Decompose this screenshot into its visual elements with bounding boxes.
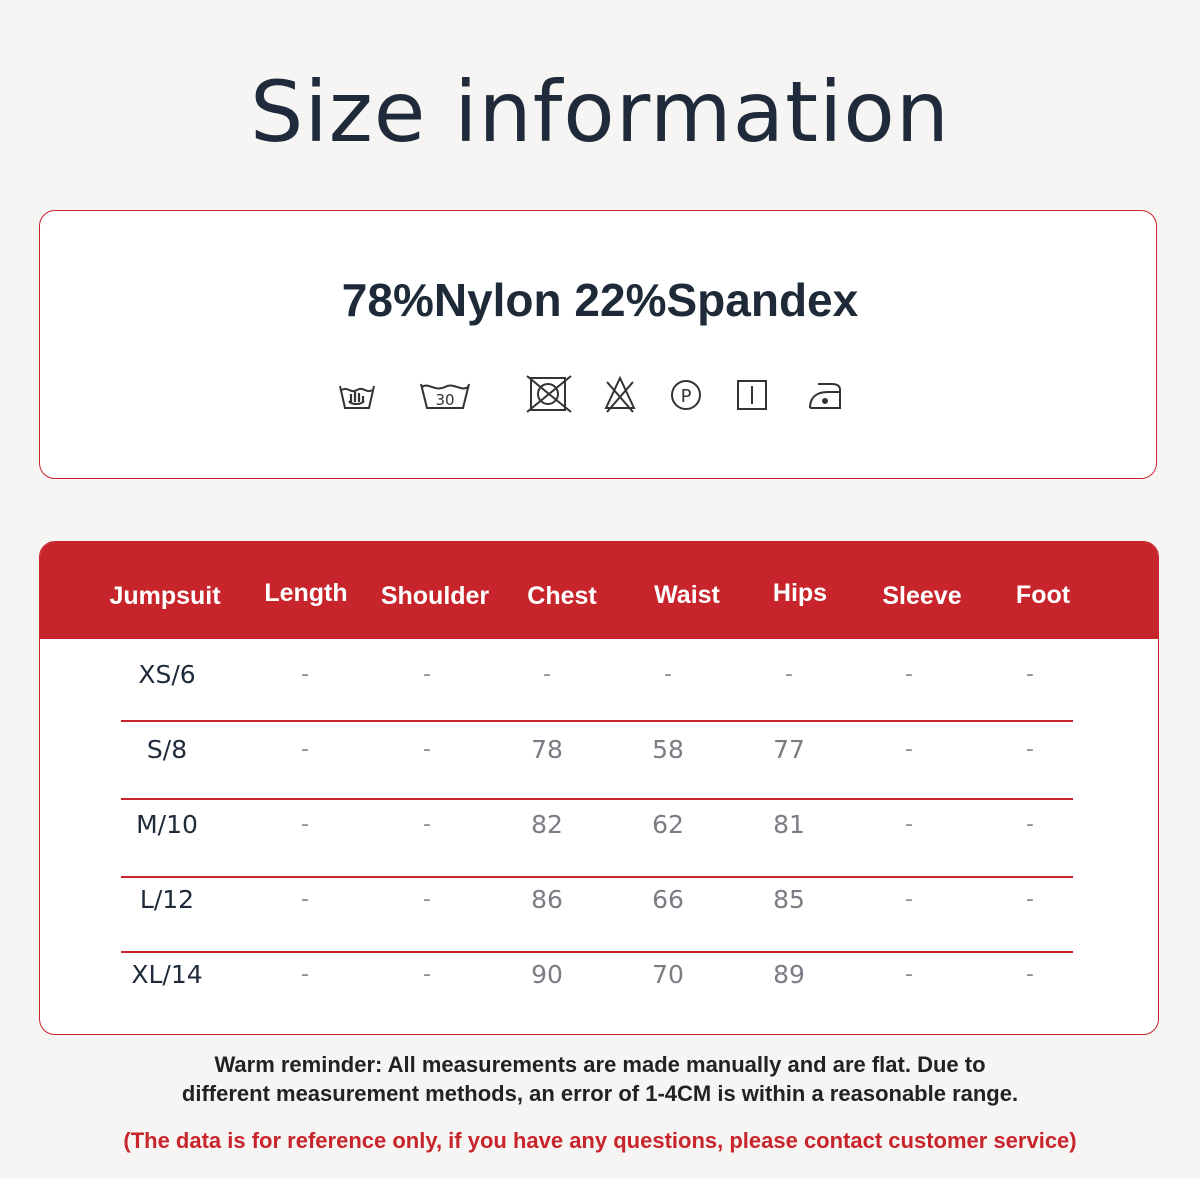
measurement-cell: 86: [531, 885, 563, 914]
reference-note: (The data is for reference only, if you have any questions, please contact customer service): [123, 1128, 1077, 1153]
measurement-cell: -: [423, 962, 431, 987]
size-label: S/8: [146, 735, 188, 764]
material-card: [39, 210, 1157, 479]
header-hips: Hips: [772, 579, 828, 607]
measurement-cell: -: [905, 812, 913, 837]
measurement-cell: -: [1026, 662, 1034, 687]
hand-wash-icon: [337, 374, 377, 418]
measurement-cell: 58: [652, 735, 684, 764]
row-divider: [121, 798, 1073, 800]
warm-reminder: [0, 1050, 1200, 1108]
measurement-cell: 66: [652, 885, 684, 914]
size-label: XS/6: [138, 660, 196, 689]
header-sleeve: Sleeve: [882, 582, 962, 610]
measurement-cell: -: [1026, 812, 1034, 837]
care-icons: [0, 374, 1200, 418]
svg-text:30: 30: [435, 391, 455, 409]
header-foot: Foot: [1015, 581, 1071, 609]
row-divider: [121, 951, 1073, 953]
line-dry-icon: [735, 374, 769, 418]
header-waist: Waist: [654, 581, 720, 609]
measurement-cell: -: [905, 962, 913, 987]
measurement-cell: 90: [531, 960, 563, 989]
size-label: L/12: [139, 885, 195, 914]
do-not-bleach-icon: [603, 374, 637, 418]
measurement-cell: -: [423, 662, 431, 687]
warm-reminder-line-1: Warm reminder: All measurements are made manually and are flat. Due to: [214, 1052, 986, 1077]
header-jumpsuit: Jumpsuit: [109, 582, 221, 610]
page-title: Size information: [250, 63, 950, 161]
warm-reminder-line-2: different measurement methods, an error of 1-4CM is within a reasonable range.: [181, 1081, 1019, 1106]
measurement-cell: -: [301, 737, 309, 762]
header-chest: Chest: [527, 582, 597, 610]
measurement-cell: 81: [773, 810, 805, 839]
header-length: Length: [264, 579, 348, 607]
measurement-cell: -: [423, 737, 431, 762]
size-label: XL/14: [131, 960, 203, 989]
size-chart-header: [40, 542, 1158, 639]
do-not-tumble-dry-icon: [525, 374, 573, 418]
measurement-cell: 62: [652, 810, 684, 839]
measurement-cell: 82: [531, 810, 563, 839]
measurement-cell: -: [423, 887, 431, 912]
measurement-cell: 70: [652, 960, 684, 989]
measurement-cell: -: [423, 812, 431, 837]
iron-low-heat-icon: [806, 374, 844, 418]
measurement-cell: -: [1026, 962, 1034, 987]
dry-clean-p-icon: [669, 374, 703, 418]
measurement-cell: -: [543, 662, 551, 687]
measurement-cell: 77: [773, 735, 805, 764]
measurement-cell: -: [785, 662, 793, 687]
measurement-cell: -: [301, 962, 309, 987]
header-shoulder: Shoulder: [380, 582, 490, 610]
measurement-cell: -: [1026, 887, 1034, 912]
measurement-cell: -: [905, 662, 913, 687]
row-divider: [121, 876, 1073, 878]
measurement-cell: -: [1026, 737, 1034, 762]
measurement-cell: -: [905, 737, 913, 762]
measurement-cell: -: [301, 662, 309, 687]
wash-30-icon: [418, 374, 472, 418]
material-composition: 78%Nylon 22%Spandex: [341, 274, 859, 326]
measurement-cell: -: [301, 887, 309, 912]
measurement-cell: 85: [773, 885, 805, 914]
measurement-cell: -: [301, 812, 309, 837]
size-chart: [39, 541, 1159, 1035]
measurement-cell: 89: [773, 960, 805, 989]
svg-text:P: P: [680, 386, 692, 407]
measurement-cell: 78: [531, 735, 563, 764]
row-divider: [121, 720, 1073, 722]
size-label: M/10: [136, 810, 198, 839]
measurement-cell: -: [905, 887, 913, 912]
measurement-cell: -: [664, 662, 672, 687]
